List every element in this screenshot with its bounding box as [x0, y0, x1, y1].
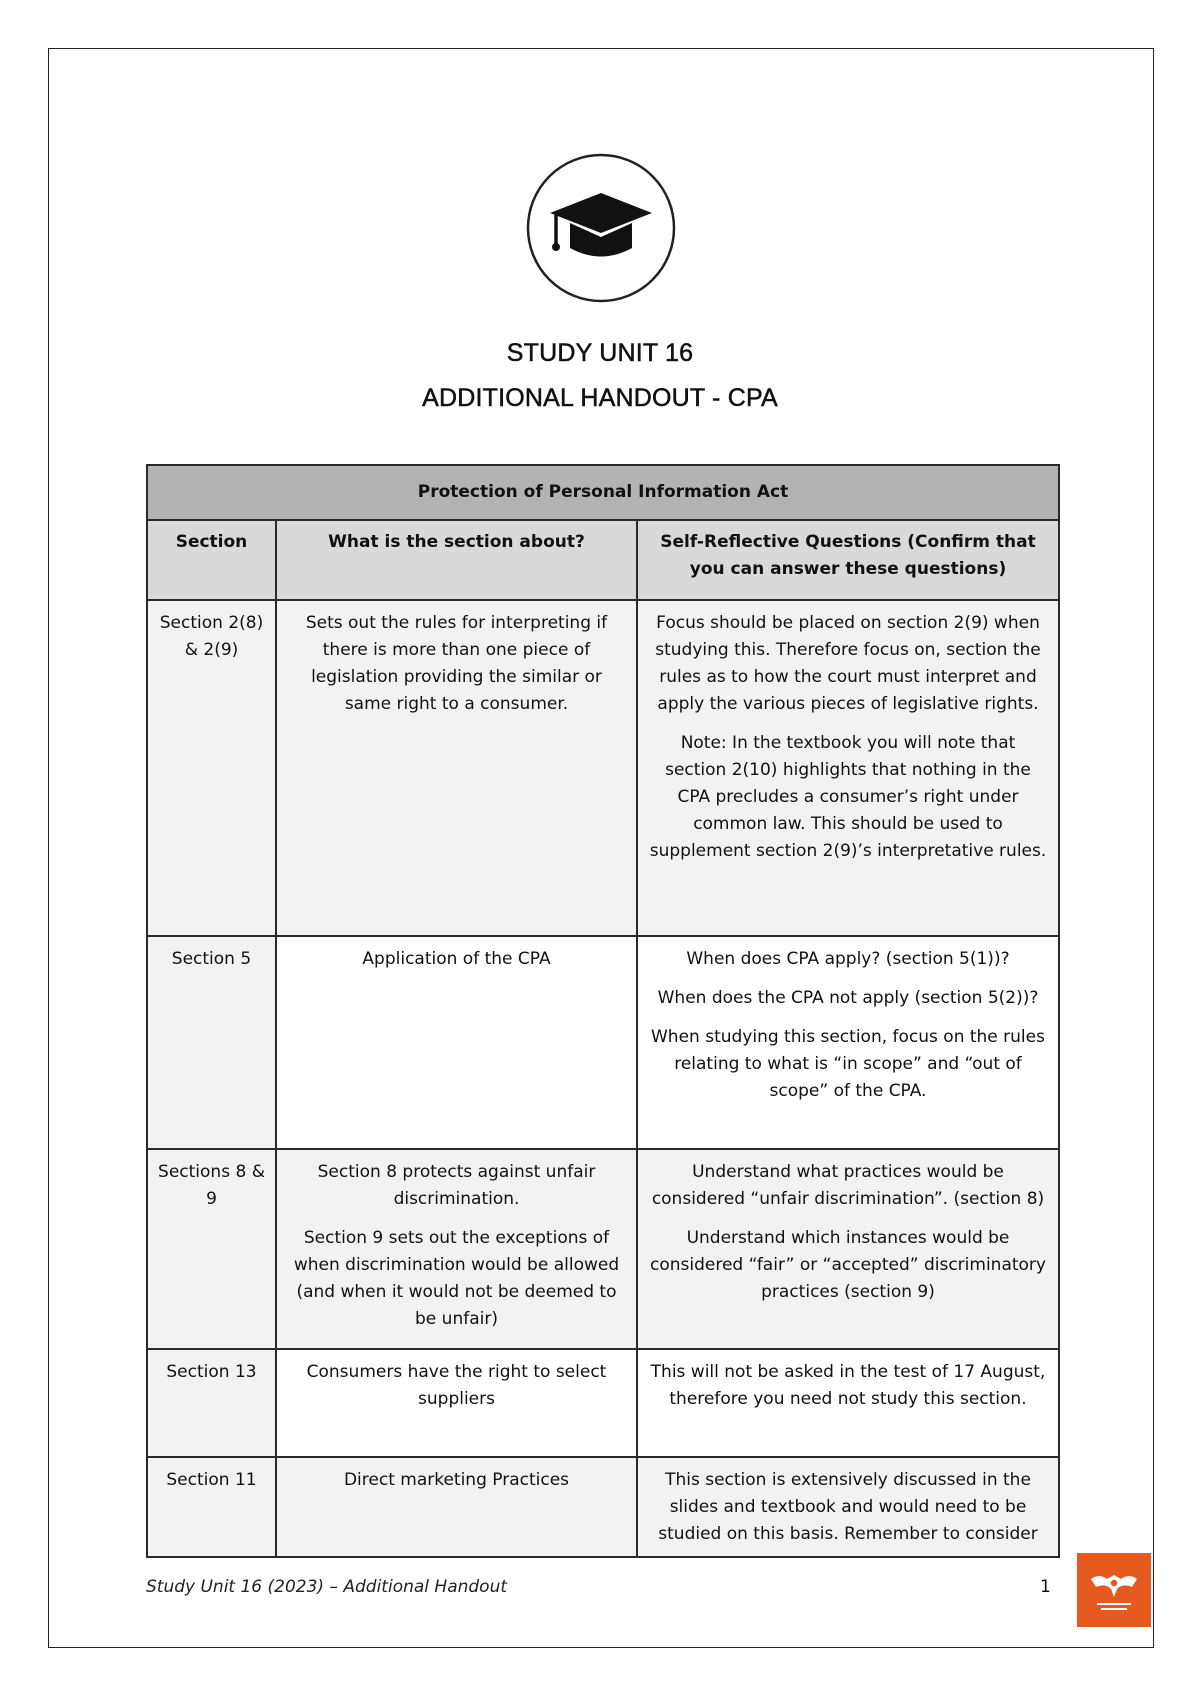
cell-about [276, 1349, 637, 1457]
cell-questions [637, 1349, 1059, 1457]
cell-questions [637, 1149, 1059, 1349]
page-number: 1 [1040, 1577, 1051, 1597]
cell-paragraph: When studying this section, focus on the rules relating to what is “in scope” and “out of scope” of the CPA. [651, 1027, 1045, 1101]
table-row [147, 1149, 1059, 1349]
table-row [147, 1457, 1059, 1557]
column-header-questions: Self-Reflective Questions (Confirm that you can answer these questions) [637, 520, 1059, 600]
cell-questions [637, 936, 1059, 1149]
cell-paragraph: When does the CPA not apply (section 5(2))? [657, 988, 1039, 1008]
cell-paragraph: Focus should be placed on section 2(9) when studying this. Therefore focus on, section the rules as to how the court must interpret and apply the various pieces of legislative rights. [655, 613, 1041, 714]
cell-section: Section 13 [147, 1349, 276, 1457]
column-header-section: Section [147, 520, 276, 600]
cell-paragraph: This section is extensively discussed in the slides and textbook and would need to be studied on this basis. Remember to consider [658, 1470, 1038, 1544]
cell-section: Section 5 [147, 936, 276, 1149]
cell-about [276, 600, 637, 936]
cell-paragraph: Understand which instances would be considered “fair” or “accepted” discriminatory practices (section 9) [650, 1228, 1046, 1302]
cell-paragraph: Section 9 sets out the exceptions of when discrimination would be allowed (and when it would not be deemed to be unfair) [293, 1228, 620, 1329]
table-caption: Protection of Personal Information Act [147, 465, 1059, 520]
document-title-line-2: ADDITIONAL HANDOUT - CPA [422, 384, 778, 412]
table-row [147, 936, 1059, 1149]
cell-paragraph: Sets out the rules for interpreting if there is more than one piece of legislation providing the similar or same right to a consumer. [305, 613, 608, 714]
table-row [147, 600, 1059, 936]
cell-paragraph: When does CPA apply? (section 5(1))? [686, 949, 1010, 969]
cell-section: Sections 8 & 9 [147, 1149, 276, 1349]
cell-paragraph: Consumers have the right to select suppliers [306, 1362, 607, 1409]
table-caption-row [147, 465, 1059, 520]
cell-about [276, 1457, 637, 1557]
cell-section: Section 2(8) & 2(9) [147, 600, 276, 936]
graduation-cap-icon [526, 153, 676, 303]
cell-questions [637, 600, 1059, 936]
cell-paragraph: Section 8 protects against unfair discrimination. [317, 1162, 596, 1209]
cell-paragraph: Direct marketing Practices [343, 1470, 570, 1490]
cell-about [276, 1149, 637, 1349]
cell-questions [637, 1457, 1059, 1557]
column-header-about: What is the section about? [276, 520, 637, 600]
university-logo [1077, 1553, 1151, 1627]
footer-text: Study Unit 16 (2023) – Additional Handout [146, 1577, 508, 1597]
cell-section: Section 11 [147, 1457, 276, 1557]
cell-paragraph: Understand what practices would be considered “unfair discrimination”. (section 8) [651, 1162, 1045, 1209]
cell-paragraph: This will not be asked in the test of 17 August, therefore you need not study this section. [650, 1362, 1046, 1409]
cpa-table [146, 464, 1060, 1558]
cell-paragraph: Note: In the textbook you will note that section 2(10) highlights that nothing in the CPA precludes a consumer’s right under common law. This should be used to supplement section 2(9)’s interpretative rules. [649, 733, 1047, 861]
document-title-line-1: STUDY UNIT 16 [506, 339, 694, 367]
cell-paragraph: Application of the CPA [362, 949, 551, 969]
table-header-row [147, 520, 1059, 600]
table-row [147, 1349, 1059, 1457]
cell-about [276, 936, 637, 1149]
